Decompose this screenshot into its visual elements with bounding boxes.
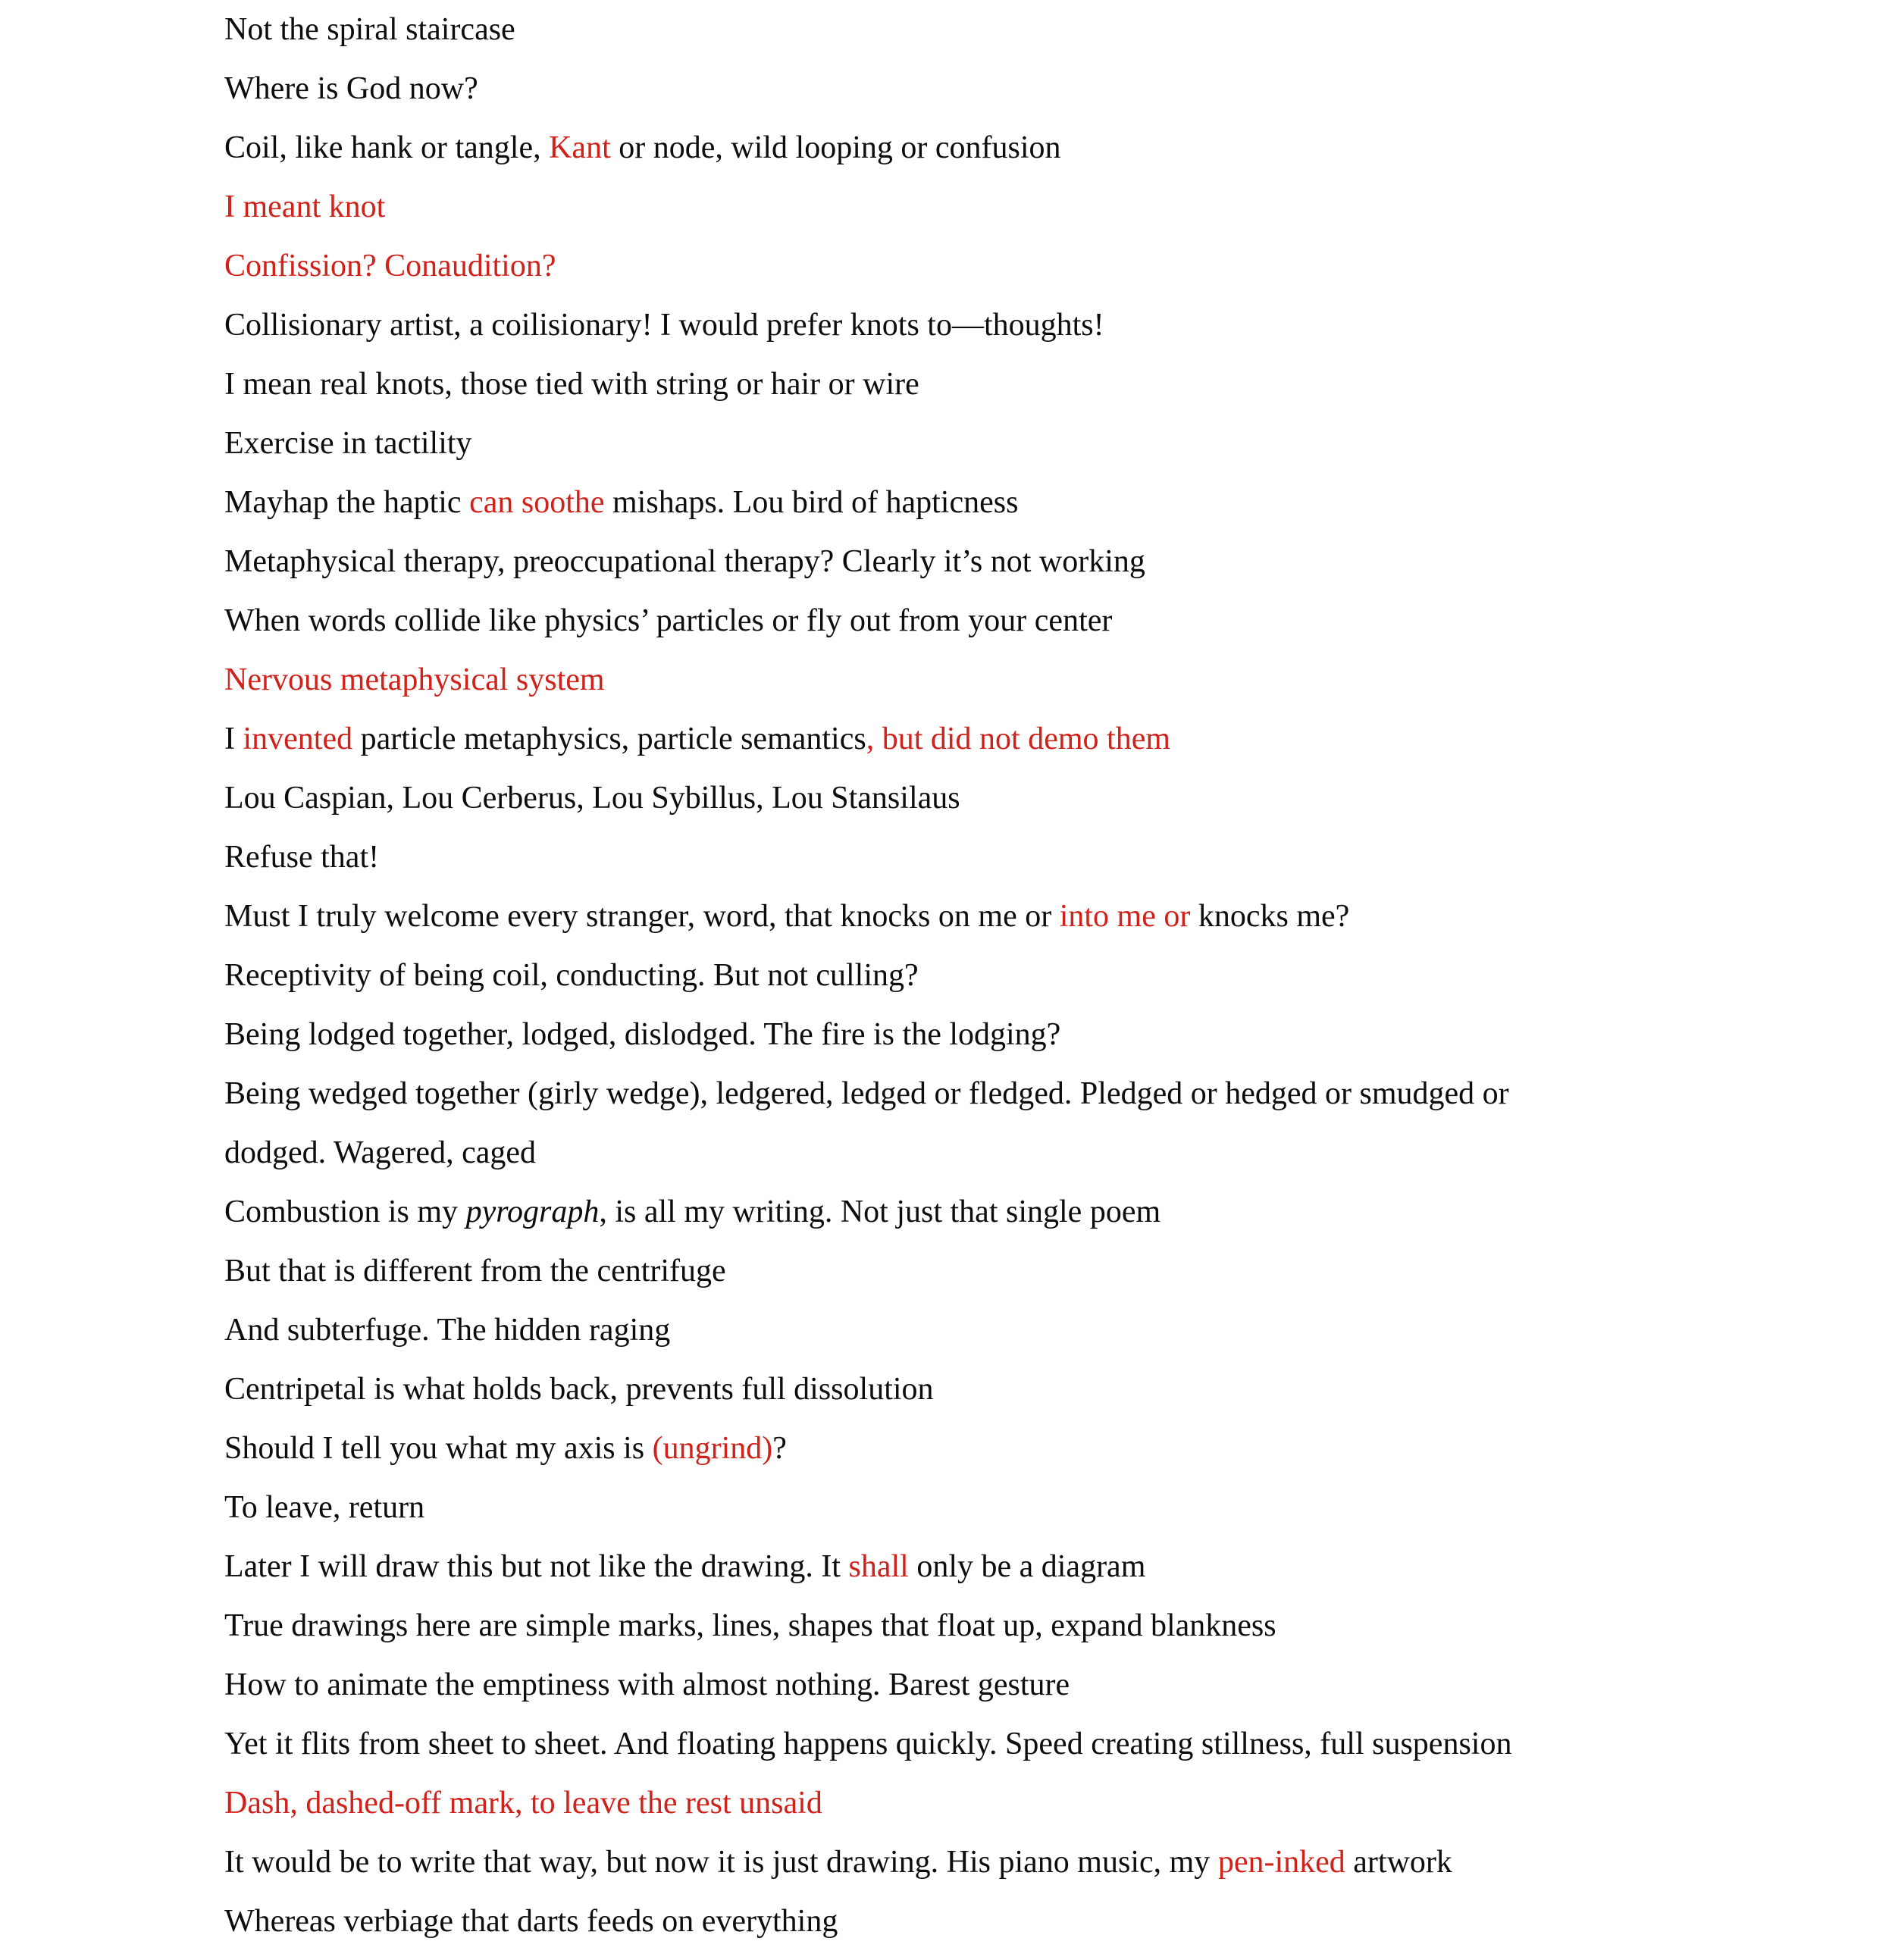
line-text: And subterfuge. The hidden raging [224,1313,671,1348]
poem-line [224,1842,1877,1901]
line-text: Coil, like hank or tangle, [224,130,550,165]
line-text: Lou Caspian, Lou Cerberus, Lou Sybillus, Lou Stansilaus [224,781,960,816]
line-text: dodged. Wagered, caged [224,1135,536,1170]
line-text: artwork [1345,1845,1452,1880]
poem-line [224,68,1877,127]
line-text: ? [772,1431,787,1466]
highlighted-text: into me or [1059,899,1191,934]
poem-text-block [224,9,1877,1960]
poem-line [224,1014,1877,1073]
line-text: mishaps. Lou bird of hapticness [604,485,1019,520]
line-text: Being wedged together (girly wedge), ledgered, ledged or fledged. Pledged or hedged or smudged or [224,1076,1509,1111]
highlighted-text: invented [243,722,353,756]
poem-line [224,246,1877,305]
poem-line [224,305,1877,364]
poem-line [224,1310,1877,1369]
line-text: Refuse that! [224,840,380,875]
poem-line [224,1487,1877,1546]
poem-line [224,127,1877,186]
poem-line [224,1546,1877,1605]
line-text: Not the spiral staircase [224,12,515,47]
poem-line [224,1073,1877,1132]
italic-text: pyrograph [465,1194,600,1229]
line-text: Combustion is my [224,1194,466,1229]
line-text: Centripetal is what holds back, prevents full dissolution [224,1372,934,1407]
highlighted-text: Kant [549,130,611,165]
line-text: Exercise in tactility [224,426,472,461]
line-text: Yet it flits from sheet to sheet. And floating happens quickly. Speed creating stillness, full suspension [224,1727,1512,1761]
line-text: Where is God now? [224,71,478,106]
highlighted-text: Nervous metaphysical system [224,662,605,697]
poem-line [224,423,1877,482]
poem-line [224,482,1877,541]
line-text: It would be to write that way, but now it is just drawing. His piano music, my [224,1845,1218,1880]
poem-line [224,364,1877,423]
poem-line [224,778,1877,837]
line-text: When words collide like physics’ particles or fly out from your center [224,603,1113,638]
poem-line [224,9,1877,68]
line-text: How to animate the emptiness with almost nothing. Barest gesture [224,1667,1070,1702]
highlighted-text: can soothe [469,485,605,520]
line-text: I [224,722,243,756]
highlighted-text: I meant knot [224,189,386,224]
highlighted-text: Dash, dashed-off mark, to leave the rest unsaid [224,1786,822,1821]
poem-line [224,1605,1877,1664]
line-text: I mean real knots, those tied with string or hair or wire [224,367,919,402]
poem-line [224,1783,1877,1842]
line-text: , is all my writing. Not just that single poem [599,1194,1161,1229]
poem-line [224,1724,1877,1783]
line-text: particle metaphysics, particle semantics [352,722,866,756]
poem-line [224,659,1877,719]
line-text: Must I truly welcome every stranger, word, that knocks on me or [224,899,1060,934]
line-text: Metaphysical therapy, preoccupational therapy? Clearly it’s not working [224,544,1145,579]
highlighted-text: shall [848,1549,909,1584]
line-text: To leave, return [224,1490,425,1525]
poem-line [224,600,1877,659]
poem-line [224,837,1877,896]
line-text: Later I will draw this but not like the drawing. It [224,1549,849,1584]
line-text: or node, wild looping or confusion [610,130,1061,165]
line-text: knocks me? [1190,899,1350,934]
line-text: Should I tell you what my axis is [224,1431,653,1466]
poem-line [224,1369,1877,1428]
poem-line [224,1132,1877,1191]
poem-line [224,1664,1877,1724]
highlighted-text: pen-inked [1217,1845,1345,1880]
poem-line [224,1191,1877,1251]
line-text: Being lodged together, lodged, dislodged. The fire is the lodging? [224,1017,1061,1052]
highlighted-text: , but did not demo them [866,722,1170,756]
line-text: True drawings here are simple marks, lines, shapes that float up, expand blankness [224,1608,1276,1643]
poem-line [224,1428,1877,1487]
poem-line [224,896,1877,955]
poem-line [224,1901,1877,1960]
poem-line [224,955,1877,1014]
poem-line [224,1251,1877,1310]
line-text: Receptivity of being coil, conducting. But not culling? [224,958,919,993]
line-text: Collisionary artist, a coilisionary! I would prefer knots to—thoughts! [224,308,1104,343]
poem-line [224,541,1877,600]
poem-line [224,186,1877,246]
line-text: Whereas verbiage that darts feeds on everything [224,1904,838,1939]
line-text: only be a diagram [908,1549,1146,1584]
poem-line [224,719,1877,778]
line-text: Mayhap the haptic [224,485,470,520]
highlighted-text: (ungrind) [652,1431,773,1466]
highlighted-text: Confission? Conaudition? [224,249,556,283]
line-text: But that is different from the centrifuge [224,1254,726,1288]
